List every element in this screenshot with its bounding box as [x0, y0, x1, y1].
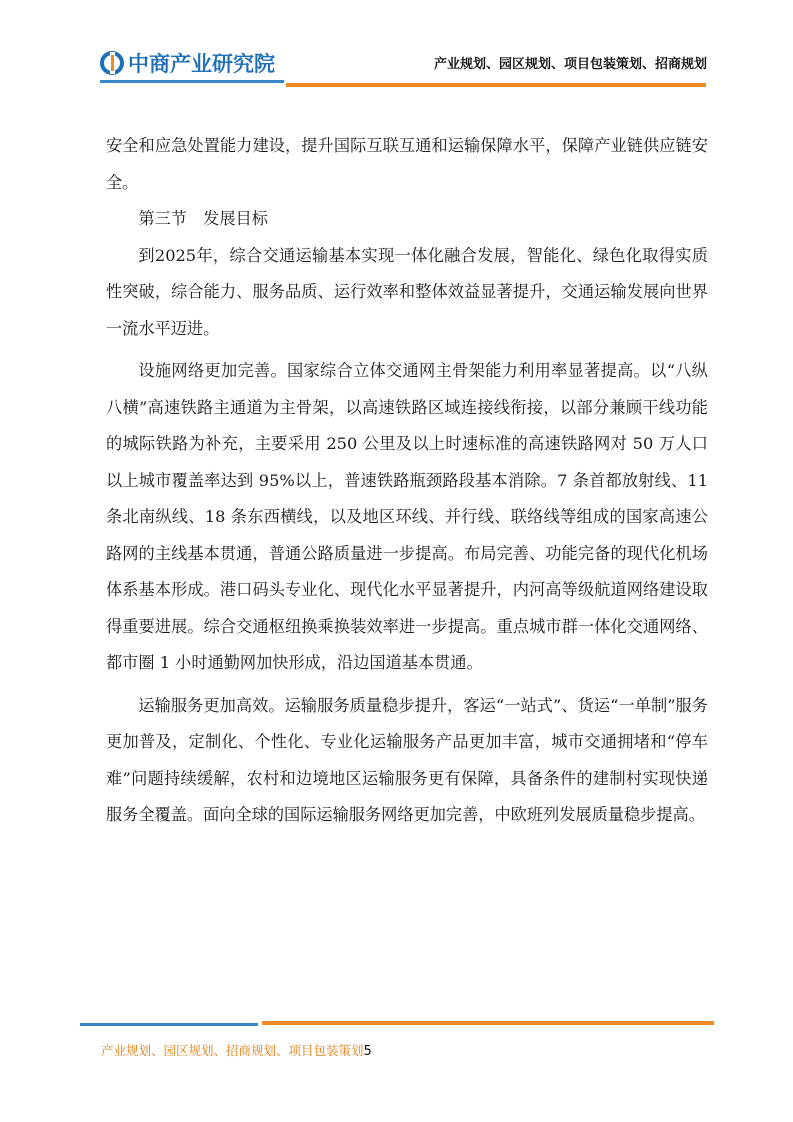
paragraph-transport-services: 运输服务更加高效。运输服务质量稳步提升，客运“一站式”、货运“一单制”服务更加普及，定制化、个性化、专业化运输服务产品更加丰富，城市交通拥堵和“停车难”问题持续缓解，农村和边境地区运输服务更有保障，具备条件的建制村实现快递服务全覆盖。面向全球的国际运输服务网络更加完善，中欧班列发展质量稳步提高。 — [106, 695, 708, 824]
footer-divider-orange — [262, 1021, 714, 1025]
page-number: 5 — [363, 1044, 372, 1059]
footer-divider-blue — [80, 1023, 258, 1026]
paragraph-continuation: 安全和应急处置能力建设，提升国际互联互通和运输保障水平，保障产业链供应链安全。 — [106, 136, 708, 192]
logo-text: 中商产业研究院 — [128, 52, 275, 76]
company-logo — [100, 48, 275, 78]
document-body — [106, 128, 708, 834]
footer-tagline: 产业规划、园区规划、招商规划、项目包装策划 — [101, 1043, 364, 1058]
paragraph-infrastructure-network: 设施网络更加完善。国家综合立体交通网主骨架能力利用率显著提高。以“八纵八横”高速铁路主通道为主骨架，以高速铁路区域连接线衔接，以部分兼顾干线功能的城际铁路为补充，主要采用 250 公里及以上时速标准的高速铁路网对 50 万人口以上城市覆盖率达到 95%以上，普速铁路瓶颈路段基本消除。7 条首都放射线、11 条北南纵线、18 条东西横线，以及地区环线、并行线、联络线等组成的国家高速公路网的主线基本贯通，普通公路质量进一步提高。布局完善、功能完备的现代化机场体系基本形成。港口码头专业化、现代化水平显著提升，内河高等级航道网络建设取得重要进展。综合交通枢纽换乘换装效率进一步提高。重点城市群一体化交通网络、都市圈 1 小时通勤网加快形成，沿边国道基本贯通。 — [106, 361, 708, 672]
section-title: 第三节 发展目标 — [138, 209, 268, 228]
page-footer — [101, 1041, 372, 1059]
header-divider-orange — [286, 83, 706, 87]
header-tagline: 产业规划、园区规划、项目包装策划、招商规划 — [433, 57, 707, 72]
page-header — [0, 0, 793, 92]
header-divider-blue — [100, 80, 284, 83]
logo-mark-icon — [100, 51, 124, 75]
paragraph-development-goals: 到2025年，综合交通运输基本实现一体化融合发展，智能化、绿色化取得实质性突破，综合能力、服务品质、运行效率和整体效益显著提升，交通运输发展向世界一流水平迈进。 — [106, 245, 708, 338]
